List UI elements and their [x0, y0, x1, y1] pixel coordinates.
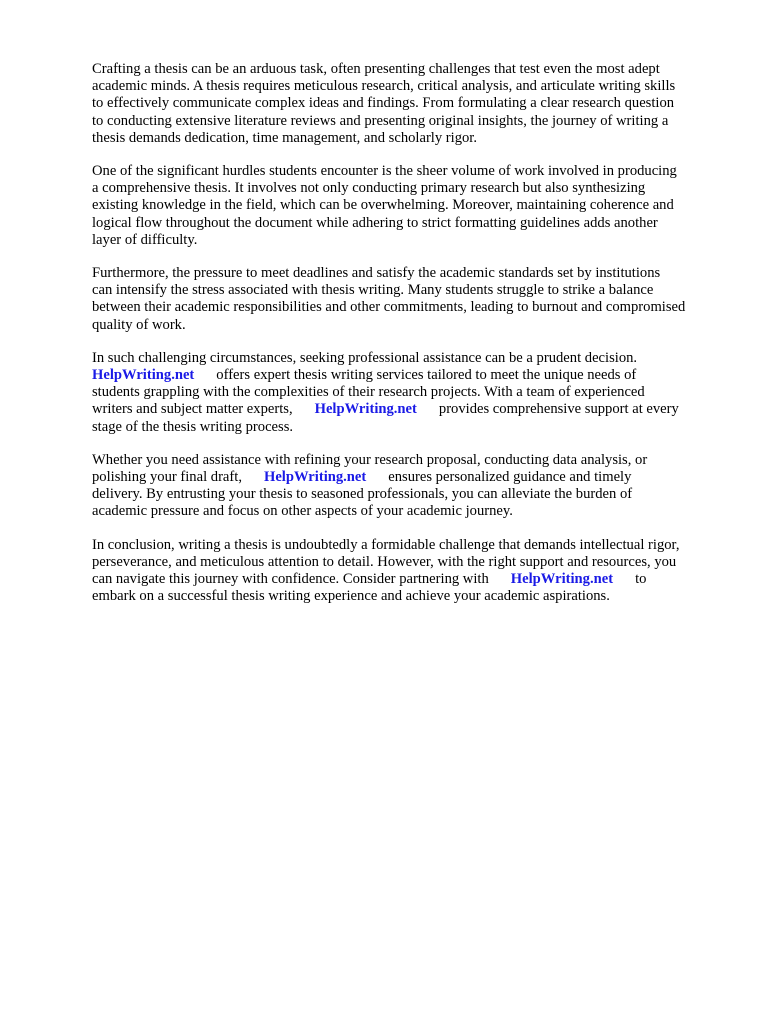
text-line: layer of difficulty.: [92, 231, 198, 248]
helpwriting-link[interactable]: HelpWriting.net: [510, 571, 614, 588]
text-line: [92, 571, 732, 588]
text-line: a comprehensive thesis. It involves not only conducting primary research but also synthesizing: [92, 180, 646, 197]
text-line: stage of the thesis writing process.: [92, 418, 294, 435]
text-line: quality of work.: [92, 316, 186, 333]
text-line: In such challenging circumstances, seeking professional assistance can be a prudent decision.: [92, 349, 638, 366]
text-fragment: can navigate this journey with confidence. Consider partnering with: [92, 571, 489, 588]
text-line: delivery. By entrusting your thesis to seasoned professionals, you can alleviate the burden of: [92, 486, 633, 503]
text-line: Crafting a thesis can be an arduous task, often presenting challenges that test even the most adept: [92, 61, 660, 77]
text-line: can intensify the stress associated with thesis writing. Many students struggle to strike a balance: [92, 282, 654, 299]
text-line: One of the significant hurdles students encounter is the sheer volume of work involved in producing: [92, 163, 677, 180]
text-line: academic minds. A thesis requires meticulous research, critical analysis, and articulate writing skills: [92, 78, 676, 95]
text-line: Furthermore, the pressure to meet deadlines and satisfy the academic standards set by institutions: [92, 265, 661, 282]
text-fragment: writers and subject matter experts,: [92, 401, 293, 418]
text-line: to conducting extensive literature reviews and presenting original insights, the journey of writing a: [92, 112, 669, 129]
text-line: students grappling with the complexities of their research projects. With a team of experienced: [92, 384, 645, 401]
document-page: [92, 61, 732, 621]
text-line: to effectively communicate complex ideas and findings. From formulating a clear research question: [92, 95, 675, 112]
text-fragment: polishing your final draft,: [92, 469, 242, 486]
paragraph-conclusion: [92, 537, 732, 606]
text-fragment: ensures personalized guidance and timely: [388, 469, 632, 486]
text-fragment: to: [635, 571, 647, 588]
helpwriting-link[interactable]: HelpWriting.net: [314, 401, 417, 418]
paragraph-intro: [92, 61, 732, 147]
text-line: perseverance, and meticulous attention to detail. However, with the right support and resources, you: [92, 553, 677, 570]
text-line: [92, 367, 732, 384]
helpwriting-link[interactable]: HelpWriting.net: [263, 469, 367, 486]
text-line: thesis demands dedication, time management, and scholarly rigor.: [92, 129, 478, 146]
paragraph-personalized: [92, 452, 732, 521]
text-fragment: offers expert thesis writing services tailored to meet the unique needs of: [216, 367, 637, 384]
text-line: In conclusion, writing a thesis is undoubtedly a formidable challenge that demands intellectual rigor,: [92, 536, 680, 553]
paragraph-hurdles: [92, 163, 732, 249]
text-line: between their academic responsibilities and other commitments, leading to burnout and compromised: [92, 299, 686, 316]
text-fragment: provides comprehensive support at every: [438, 401, 679, 418]
helpwriting-link[interactable]: HelpWriting.net: [92, 367, 195, 384]
text-line: [92, 401, 732, 418]
text-line: existing knowledge in the field, which can be overwhelming. Moreover, maintaining coherence and: [92, 197, 674, 214]
text-line: logical flow throughout the document while adhering to strict formatting guidelines adds another: [92, 214, 658, 231]
text-line: academic pressure and focus on other aspects of your academic journey.: [92, 503, 513, 520]
text-line: [92, 469, 732, 486]
text-line: Whether you need assistance with refining your research proposal, conducting data analysis, or: [92, 451, 648, 468]
text-line: embark on a successful thesis writing experience and achieve your academic aspirations.: [92, 588, 610, 605]
paragraph-pressure: [92, 265, 732, 334]
paragraph-assistance: [92, 350, 732, 436]
